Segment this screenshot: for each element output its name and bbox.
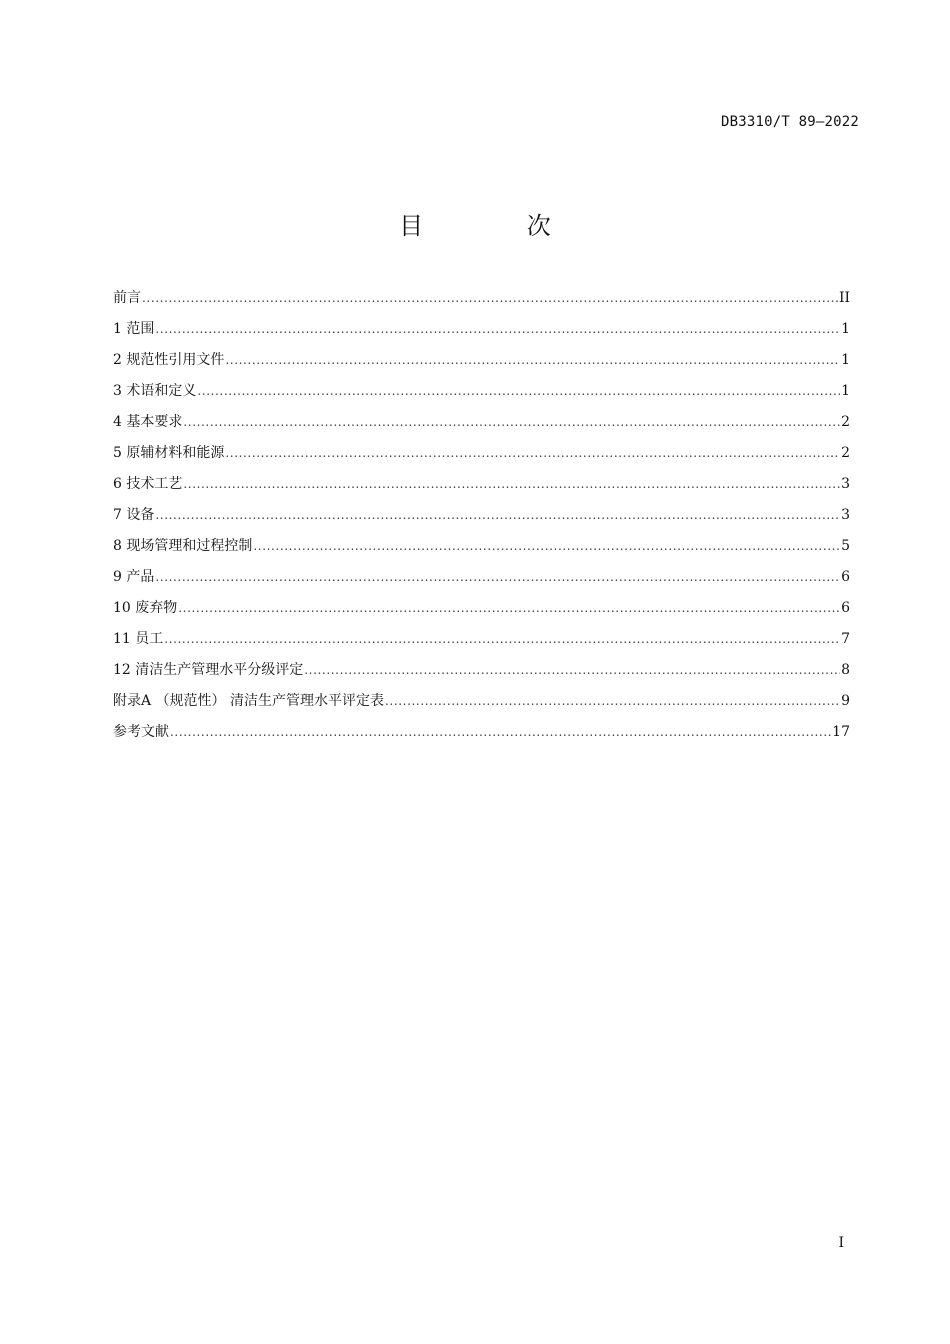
toc-dot-leader <box>178 596 840 620</box>
toc-entry-label: 7 设备 <box>113 507 155 523</box>
toc-entry-label: 10 废弃物 <box>113 600 178 616</box>
toc-entry-page: 2 <box>841 445 850 461</box>
toc-entry-grading-evaluation[interactable] <box>113 658 850 689</box>
toc-entry-materials-energy[interactable] <box>113 441 850 472</box>
toc-entry-bibliography[interactable] <box>113 720 850 751</box>
toc-dot-leader <box>225 348 840 372</box>
toc-entry-page: 6 <box>841 569 850 585</box>
toc-dot-leader <box>170 720 831 744</box>
toc-dot-leader <box>164 627 840 651</box>
toc-dot-leader <box>183 472 840 496</box>
toc-entry-foreword[interactable] <box>113 286 850 317</box>
toc-entry-page: 2 <box>841 414 850 430</box>
toc-entry-label: 1 范围 <box>113 321 155 337</box>
toc-entry-label: 参考文献 <box>113 724 169 740</box>
table-of-contents <box>113 286 850 751</box>
toc-entry-label: 5 原辅材料和能源 <box>113 445 225 461</box>
toc-entry-label: 3 术语和定义 <box>113 383 197 399</box>
toc-entry-page: 7 <box>841 631 850 647</box>
toc-entry-page: 1 <box>841 383 850 399</box>
toc-dot-leader <box>253 534 840 558</box>
toc-entry-page: 1 <box>841 321 850 337</box>
toc-dot-leader <box>183 410 840 434</box>
toc-entry-page: 3 <box>841 507 850 523</box>
toc-entry-basic-requirements[interactable] <box>113 410 850 441</box>
toc-entry-page: 9 <box>841 693 850 709</box>
toc-title: 目 次 <box>399 212 599 240</box>
toc-entry-label: 12 清洁生产管理水平分级评定 <box>113 662 304 678</box>
toc-entry-equipment[interactable] <box>113 503 850 534</box>
toc-entry-normative-references[interactable] <box>113 348 850 379</box>
toc-entry-label: 前言 <box>113 290 141 306</box>
toc-dot-leader <box>155 503 840 527</box>
toc-entry-waste[interactable] <box>113 596 850 627</box>
toc-entry-label: 6 技术工艺 <box>113 476 183 492</box>
toc-dot-leader <box>225 441 840 465</box>
toc-entry-scope[interactable] <box>113 317 850 348</box>
toc-dot-leader <box>304 658 840 682</box>
toc-dot-leader <box>155 565 840 589</box>
toc-entry-page: 17 <box>832 724 850 740</box>
toc-entry-page: 5 <box>841 538 850 554</box>
toc-entry-label: 11 员工 <box>113 631 164 647</box>
toc-entry-staff[interactable] <box>113 627 850 658</box>
toc-dot-leader <box>197 379 840 403</box>
toc-dot-leader <box>385 689 840 713</box>
toc-entry-label: 附录A （规范性） 清洁生产管理水平评定表 <box>113 693 385 709</box>
toc-entry-products[interactable] <box>113 565 850 596</box>
toc-entry-page: II <box>838 290 850 306</box>
toc-entry-page: 8 <box>841 662 850 678</box>
toc-dot-leader <box>142 286 838 310</box>
toc-entry-technology-process[interactable] <box>113 472 850 503</box>
toc-entry-label: 8 现场管理和过程控制 <box>113 538 253 554</box>
page-number: I <box>838 1235 844 1251</box>
toc-entry-label: 4 基本要求 <box>113 414 183 430</box>
toc-entry-label: 2 规范性引用文件 <box>113 352 225 368</box>
toc-dot-leader <box>155 317 840 341</box>
document-code: DB3310/T 89—2022 <box>720 114 859 130</box>
toc-entry-terms-definitions[interactable] <box>113 379 850 410</box>
toc-entry-site-management[interactable] <box>113 534 850 565</box>
toc-entry-appendix-a[interactable] <box>113 689 850 720</box>
toc-entry-page: 3 <box>841 476 850 492</box>
toc-entry-page: 1 <box>841 352 850 368</box>
toc-entry-label: 9 产品 <box>113 569 155 585</box>
toc-entry-page: 6 <box>841 600 850 616</box>
